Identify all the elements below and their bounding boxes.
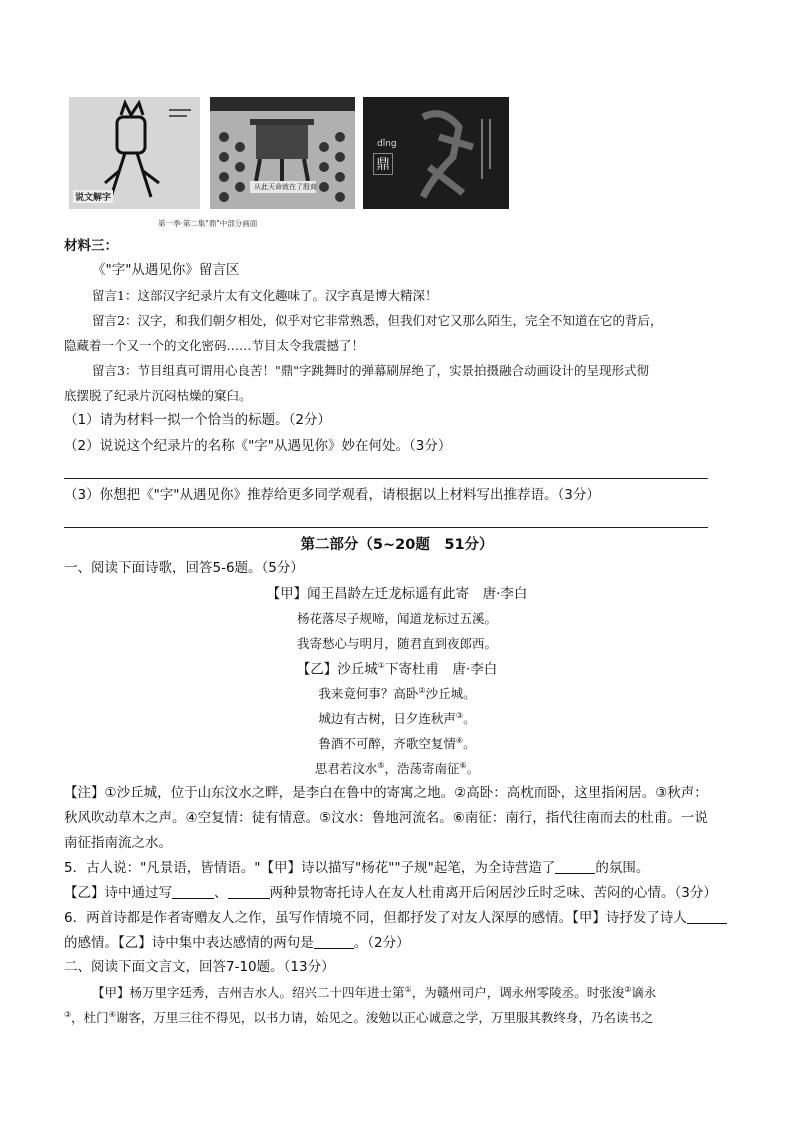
part2-title: 第二部分（5~20题 51分） bbox=[300, 537, 494, 553]
comment-3-line-2: 底摆脱了纪录片沉闷枯燥的窠臼。 bbox=[64, 388, 252, 403]
comment-3-line-1: 留言3：节目组真可谓用心良苦！"鼎"字跳舞时的弹幕刷屏绝了，实景拍摄融合动画设计的呈现形式彻 bbox=[92, 363, 649, 378]
poem-b-line-1: 我来竟何事？高卧②沙丘城。 bbox=[318, 686, 476, 702]
answer-line-2 bbox=[64, 527, 708, 528]
poem-a-line-2: 我寄愁心与明月，随君直到夜郎西。 bbox=[296, 636, 497, 651]
answer-line-1 bbox=[64, 478, 708, 479]
question-6-line-1: 6．两首诗都是作者寄赠友人之作，虽写作情境不同，但都抒发了对友人深厚的感情。【甲】诗抒发了诗人 bbox=[64, 911, 727, 926]
note-line-2: 秋风吹动草木之声。④空复情：徒有情意。⑤汶水：鲁地河流名。⑥南征：南行，指代往南而去的杜甫。一说 bbox=[64, 810, 708, 826]
photo-strip bbox=[69, 97, 509, 215]
ding-bronze-vessel-icon bbox=[210, 97, 355, 209]
poem-b-line-4: 思君若汶水⑤，浩荡寄南征⑥。 bbox=[314, 761, 480, 777]
answer-blank[interactable] bbox=[687, 911, 727, 924]
image-text-shuowen: 说文解字 bbox=[73, 190, 113, 203]
answer-blank[interactable] bbox=[228, 886, 270, 899]
comment-2-line-1: 留言2：汉字，和我们朝夕相处，似乎对它非常熟悉，但我们对它又那么陌生，完全不知道在它的背后， bbox=[92, 313, 663, 328]
answer-blank[interactable] bbox=[172, 886, 214, 899]
question-5-line-1: 5．古人说："凡景语，皆情语。"【甲】诗以描写"杨花""子规"起笔，为全诗营造了 的氛围。 bbox=[64, 860, 650, 876]
prose-line-2: ③，杜门④谢客，万里三往不得见，以书力请，始见之。浚勉以正心诚意之学，万里服其教终身，乃名读书之 bbox=[64, 1010, 654, 1026]
photo-ding-vessel bbox=[210, 97, 355, 209]
poem-b-line-2: 城边有古树，日夕连秋声③。 bbox=[318, 711, 476, 727]
note-line-1: 【注】①沙丘城，位于山东汶水之畔，是李白在鲁中的寄寓之地。②高卧：高枕而卧，这里指闲居。③秋声： bbox=[64, 785, 708, 801]
photo-ancient-character bbox=[69, 97, 200, 209]
prose-line-1: 【甲】杨万里字廷秀，吉州吉水人。绍兴二十四年进士第①，为赣州司户，调永州零陵丞。时张浚②谪永 bbox=[92, 985, 657, 1001]
poem-a-title: 【甲】闻王昌龄左迁龙标遥有此寄 唐·李白 bbox=[266, 586, 528, 602]
image-pinyin: dǐng bbox=[377, 139, 397, 149]
comment-area-title: 《"字"从遇见你》留言区 bbox=[92, 262, 240, 278]
poem-b-line-3: 鲁酒不可醉，齐歌空复情④。 bbox=[318, 736, 476, 752]
question-3: （3）你想把《"字"从遇见你》推荐给更多同学观看，请根据以上材料写出推荐语。（3分） bbox=[64, 487, 600, 503]
poem-b-title: 【乙】沙丘城①下寄杜甫 唐·李白 bbox=[296, 661, 498, 678]
material3-heading: 材料三： bbox=[64, 238, 118, 254]
section-1-instruction: 一、阅读下面诗歌，回答5-6题。（5分） bbox=[64, 560, 304, 576]
answer-blank[interactable] bbox=[555, 861, 595, 874]
photo-ding-animation bbox=[363, 97, 509, 209]
question-1: （1）请为材料一拟一个恰当的标题。（2分） bbox=[64, 412, 331, 428]
note-line-3: 南征指南流之水。 bbox=[64, 835, 172, 851]
answer-blank[interactable] bbox=[314, 936, 354, 949]
image-subtitle: 从此天命就在了殷商 bbox=[254, 183, 317, 191]
question-6-line-2: 的感情。【乙】诗中集中表达感情的两句是 。（2分） bbox=[64, 935, 410, 951]
comment-2-line-2: 隐藏着一个又一个的文化密码……节目太令我震撼了！ bbox=[64, 338, 365, 353]
question-5-line-2: 【乙】诗中通过写 、 两种景物寄托诗人在友人杜甫离开后闲居沙丘时乏味、苦闷的心情。（3分） bbox=[64, 885, 717, 901]
image-ding-char: 鼎 bbox=[373, 153, 393, 175]
comment-1: 留言1：这部汉字纪录片太有文化趣味了。汉字真是博大精深！ bbox=[92, 288, 438, 303]
section-2-instruction: 二、阅读下面文言文，回答7-10题。（13分） bbox=[64, 959, 335, 975]
poem-a-line-1: 杨花落尽子规啼，闻道龙标过五溪。 bbox=[296, 611, 497, 626]
image-caption: 第一季·第二集"鼎"中部分画面 bbox=[158, 219, 258, 228]
question-2: （2）说说这个纪录片的名称《"字"从遇见你》妙在何处。（3分） bbox=[64, 438, 452, 454]
